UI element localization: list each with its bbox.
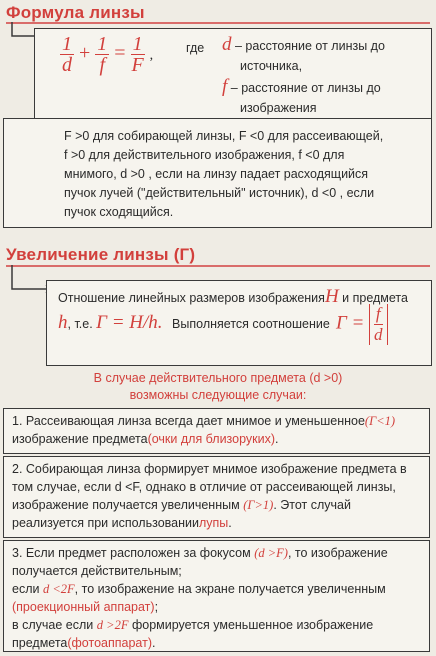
d-description: d – расстояние от линзы до: [222, 34, 385, 55]
section-title-lens-formula: Формула линзы: [6, 3, 145, 22]
lens-formula: $\frac{1}{d}$ + $\frac{1}{f}$ = $\frac{1}{F}$ ,: [62, 33, 154, 76]
sign-rules-text: F >0 для собирающей линзы, F <0 для рассеивающей, f >0 для действительного изображения, f <0 для мнимого, d >0 , если на линзу падает расходящийся пучок лучей ("действительный" источник), d <0 , если пучок сходящийся.: [64, 129, 384, 219]
d-description-cont: источника,: [240, 59, 303, 73]
f-description-cont: изображения: [240, 101, 317, 115]
magnification-definition-line2: h, т.е. Γ = H/h. Выполняется соотношение: [58, 312, 330, 333]
where-label: где: [186, 41, 205, 55]
magnification-definition-line1: Отношение линейных размеров изображенияH и предмета: [58, 286, 408, 307]
title-underline: [6, 22, 430, 24]
section-title-magnification: Увеличение линзы (Г): [6, 245, 196, 264]
gamma-abs-ratio: Γ = $\frac{f}{d}$: [336, 304, 388, 345]
title-underline-2: [6, 265, 430, 267]
possible-cases-note: возможны следующие случаи:: [129, 388, 307, 402]
case-3-real-image: 3. Если предмет расположен за фокусом (d >F), то изображение получается действительным; если d <2F, то изображение на экране получается увеличенным (проекционный аппарат); в случае если d >2F формируется уменьшенное изображение предмета(фотоаппарат).: [3, 540, 430, 652]
real-object-note: В случае действительного предмета (d >0): [93, 371, 343, 385]
case-2-converging-lens-virtual: 2. Собирающая линза формирует мнимое изображение предмета в том случае, если d <F, однако в отличие от рассеивающей линзы, изображение получается увеличенным (Γ>1). Этот случай реализуется при использованиилупы.: [3, 456, 430, 538]
f-description: f – расстояние от линзы до: [222, 76, 381, 97]
case-1-diverging-lens: 1. Рассеивающая линза всегда дает мнимое и уменьшенное(Γ<1) изображение предмета(очки для близоруких).: [3, 408, 430, 454]
